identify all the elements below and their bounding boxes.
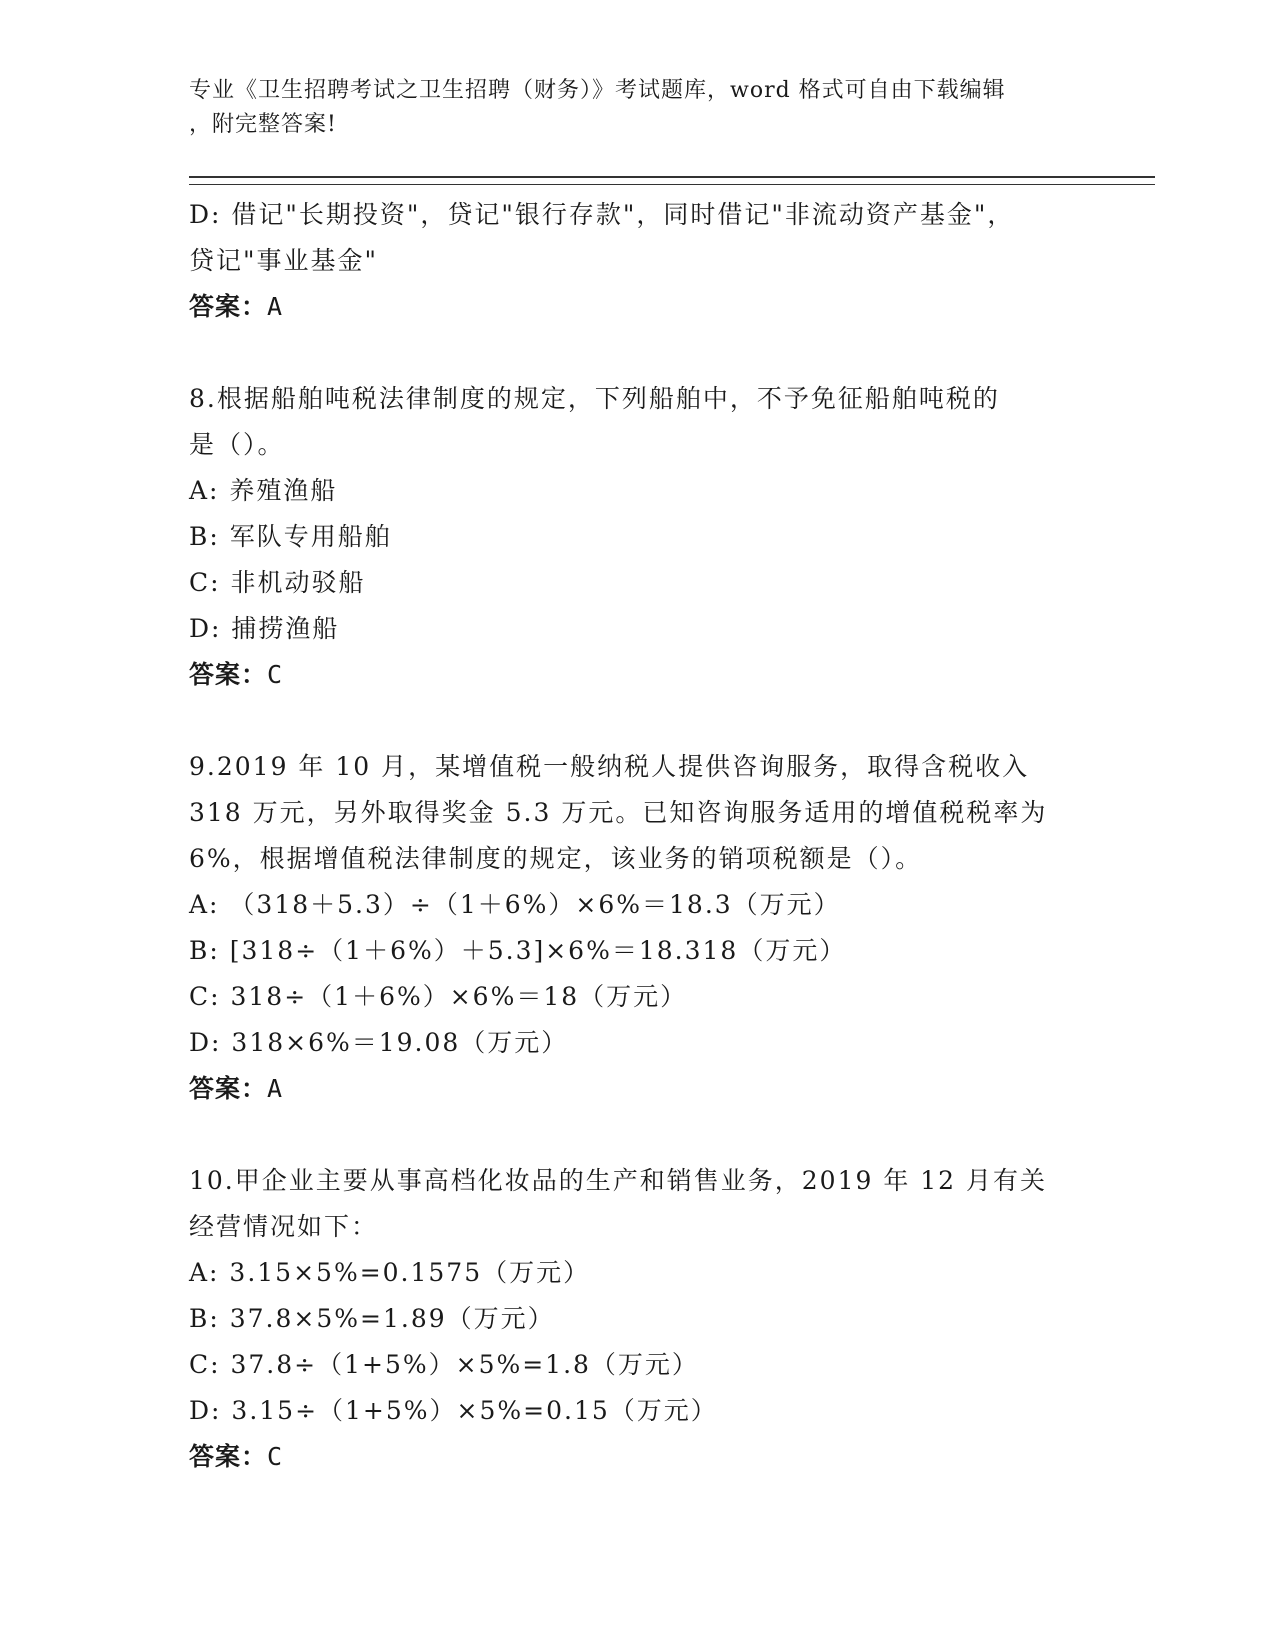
- q7-answer-value: A: [267, 292, 284, 321]
- question-9: [189, 744, 1089, 1112]
- q9-stem-line-2: 318 万元，另外取得奖金 5.3 万元。已知咨询服务适用的增值税税率为: [189, 798, 1048, 827]
- question-7-tail: [189, 192, 1089, 330]
- q9-answer-value: A: [267, 1074, 284, 1103]
- q8-answer: [189, 652, 1089, 698]
- q7-option-d-line-2: 贷记"事业基金": [189, 246, 378, 275]
- q10-option-d: D: 3.15÷（1+5%）×5%=0.15（万元）: [189, 1396, 718, 1425]
- q10-stem-line-2: 经营情况如下：: [189, 1212, 379, 1241]
- q10-option-c: C: 37.8÷（1+5%）×5%=1.8（万元）: [189, 1350, 699, 1379]
- q8-option-c: C: 非机动驳船: [189, 568, 366, 597]
- question-10: [189, 1158, 1089, 1480]
- q9-stem-line-1: 9.2019 年 10 月，某增值税一般纳税人提供咨询服务，取得含税收入: [189, 752, 1030, 781]
- spacer: [189, 698, 1089, 744]
- q9-option-c: C: 318÷（1＋6%）×6%＝18（万元）: [189, 982, 688, 1011]
- spacer: [189, 330, 1089, 376]
- q7-option-d-line-1: D: 借记"长期投资"，贷记"银行存款"，同时借记"非流动资产基金"，: [189, 200, 1015, 229]
- question-8: [189, 376, 1089, 698]
- header-line-1: 专业《卫生招聘考试之卫生招聘（财务）》考试题库，word 格式可自由下载编辑: [189, 78, 1006, 103]
- spacer: [189, 1112, 1089, 1158]
- q10-answer: [189, 1434, 1089, 1480]
- q10-option-a: A: 3.15×5%=0.1575（万元）: [189, 1258, 591, 1287]
- q8-option-d: D: 捕捞渔船: [189, 614, 340, 643]
- q10-stem-line-1: 10.甲企业主要从事高档化妆品的生产和销售业务，2019 年 12 月有关: [189, 1166, 1048, 1195]
- q9-option-b: B: [318÷（1＋6%）＋5.3]×6%＝18.318（万元）: [189, 936, 847, 965]
- page-header: [189, 74, 1069, 142]
- q9-answer: [189, 1066, 1089, 1112]
- header-divider: [189, 176, 1155, 185]
- q10-option-b: B: 37.8×5%=1.89（万元）: [189, 1304, 555, 1333]
- question-content: [189, 192, 1089, 1480]
- q8-answer-value: C: [267, 660, 284, 689]
- q8-option-a: A: 养殖渔船: [189, 476, 338, 505]
- q10-answer-label: 答案：: [189, 1442, 268, 1471]
- q9-answer-label: 答案：: [189, 1074, 268, 1103]
- q8-stem-line-1: 8.根据船舶吨税法律制度的规定，下列船舶中，不予免征船舶吨税的: [189, 384, 1000, 413]
- q10-answer-value: C: [267, 1442, 284, 1471]
- q9-stem-line-3: 6%，根据增值税法律制度的规定，该业务的销项税额是（）。: [189, 844, 923, 873]
- q9-option-a: A: （318＋5.3）÷（1＋6%）×6%＝18.3（万元）: [189, 890, 841, 919]
- q8-stem-line-2: 是（）。: [189, 430, 285, 459]
- q7-answer-label: 答案：: [189, 292, 268, 321]
- q9-option-d: D: 318×6%＝19.08（万元）: [189, 1028, 569, 1057]
- q7-answer: [189, 284, 1089, 330]
- q8-option-b: B: 军队专用船舶: [189, 522, 392, 551]
- q8-answer-label: 答案：: [189, 660, 268, 689]
- header-line-2: ，附完整答案!: [189, 112, 337, 137]
